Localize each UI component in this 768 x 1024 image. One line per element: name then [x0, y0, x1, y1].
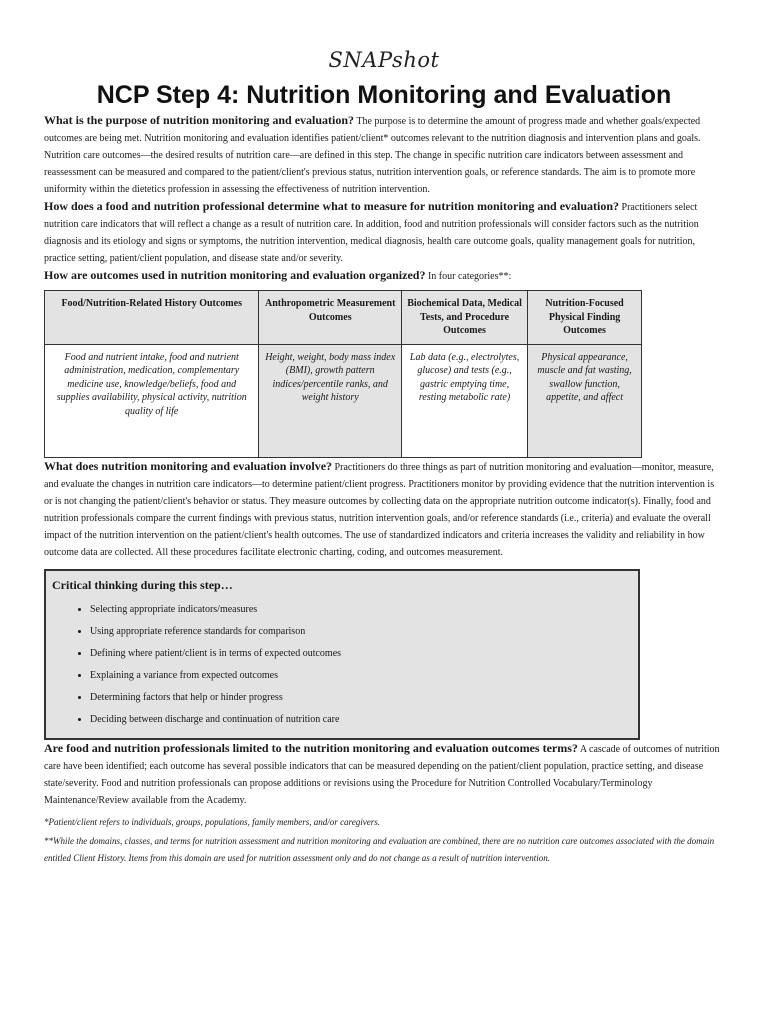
- outcome-categories-table: [44, 290, 642, 458]
- brand-logo: SNAPshot: [328, 48, 440, 72]
- section-question: What is the purpose of nutrition monitoring and evaluation?: [44, 113, 355, 127]
- list-item: • Selecting appropriate indicators/measures: [90, 599, 638, 621]
- table-header-row: [45, 291, 642, 345]
- section-answer: In four categories**:: [427, 271, 512, 282]
- table-header: Anthropometric Measurement Outcomes: [259, 291, 402, 345]
- section-question: Are food and nutrition professionals limited to the nutrition monitoring and evaluation outcomes terms?: [44, 740, 578, 755]
- section-organization: [44, 267, 724, 285]
- table-cell: Height, weight, body mass index (BMI), growth pattern indices/percentile ranks, and weight history: [259, 344, 402, 457]
- section-question: How does a food and nutrition professional determine what to measure for nutrition monitoring and evaluation?: [44, 199, 620, 213]
- table-cell: Physical appearance, muscle and fat wasting, swallow function, appetite, and affect: [528, 344, 642, 457]
- list-item: • Deciding between discharge and continuation of nutrition care: [90, 709, 638, 731]
- list-item: • Using appropriate reference standards for comparison: [90, 621, 638, 643]
- table-cell: Food and nutrient intake, food and nutrient administration, medication, complementary medicine use, knowledge/beliefs, food and supplies availability, physical activity, nutrition quality of life: [45, 344, 259, 457]
- section-what-to-measure: [44, 198, 724, 267]
- critical-thinking-title: Critical thinking during this step…: [52, 577, 233, 592]
- table-header: Food/Nutrition-Related History Outcomes: [45, 291, 259, 345]
- table-header: Biochemical Data, Medical Tests, and Procedure Outcomes: [401, 291, 527, 345]
- table-header: Nutrition-Focused Physical Finding Outcomes: [528, 291, 642, 345]
- table-row: [45, 344, 642, 457]
- list-item: • Defining where patient/client is in terms of expected outcomes: [90, 643, 638, 665]
- section-answer: A cascade of outcomes of nutrition care have been identified; each outcome has several possible indicators that can be measured depending on the patient/client population, practice setting, and disease state/severity. Food and nutrition professionals can propose additions or revisions using the Procedure for Nutrition Controlled Vocabulary/Terminology Maintenance/Review available from the Academy.: [44, 743, 720, 806]
- section-involves: [44, 458, 724, 561]
- section-question: What does nutrition monitoring and evaluation involve?: [44, 458, 333, 473]
- footnote-patient-client: *Patient/client refers to individuals, groups, populations, family members, and/or caregivers.: [44, 816, 380, 827]
- critical-thinking-list: [46, 599, 638, 732]
- document-page: [44, 0, 724, 867]
- section-purpose: [44, 112, 724, 198]
- table-cell: Lab data (e.g., electrolytes, glucose) and tests (e.g., gastric emptying time, resting metabolic rate): [401, 344, 527, 457]
- page-title: NCP Step 4: Nutrition Monitoring and Evaluation: [96, 81, 672, 109]
- section-question: How are outcomes used in nutrition monitoring and evaluation organized?: [44, 268, 426, 282]
- critical-thinking-box: [44, 569, 640, 740]
- list-item: • Explaining a variance from expected outcomes: [90, 665, 638, 687]
- section-answer: Practitioners do three things as part of nutrition monitoring and evaluation—monitor, measure, and evaluate the changes in nutrition care indicators—to determine patient/client progress. Practitioners monitor by providing evidence that the nutrition intervention is or is not changing the patient/client's behavior or status. They measure outcomes by collecting data on the appropriate nutrition outcome indicator(s). Finally, food and nutrition professionals compare the current findings with previous status, nutrition intervention goals, and/or reference standards (i.e., criteria) and evaluate the overall impact of the nutrition intervention on the patient/client's health outcomes. The use of standardized indicators and criteria increases the validity and reliability in how outcome data are collected. All these procedures facilitate electronic charting, coding, and outcomes measurement.: [44, 461, 715, 558]
- section-answer: Practitioners select nutrition care indicators that will reflect a change as a result of nutrition care. In addition, food and nutrition professionals will consider factors such as the nutrition diagnosis and its etiology and signs or symptoms, the nutrition intervention, medical diagnosis, health care outcome goals, quality management goals for nutrition, practice setting, patient/client population, and disease state and/or severity.: [44, 202, 699, 264]
- section-answer: The purpose is to determine the amount of progress made and whether goals/expected outcomes are being met. Nutrition monitoring and evaluation identifies patient/client* outcomes relevant to the nutrition diagnosis and intervention plans and goals. Nutrition care outcomes—the desired results of nutrition care—are defined in this step. The change in specific nutrition care indicators between assessment and reassessment can be measured and compared to the patient/client's previous status, nutrition intervention goals, or reference standards. The aim is to promote more uniformity within the dietetics profession in assessing the effectiveness of nutrition intervention.: [44, 116, 701, 195]
- section-terms-limits: [44, 740, 724, 809]
- list-item: • Determining factors that help or hinder progress: [90, 687, 638, 709]
- footnote-domains: **While the domains, classes, and terms for nutrition assessment and nutrition monitoring and evaluation are combined, there are no nutrition care outcomes associated with the domain entitled Client History. Items from this domain are used for nutrition assessment only and do not change as a result of nutrition intervention.: [44, 835, 715, 863]
